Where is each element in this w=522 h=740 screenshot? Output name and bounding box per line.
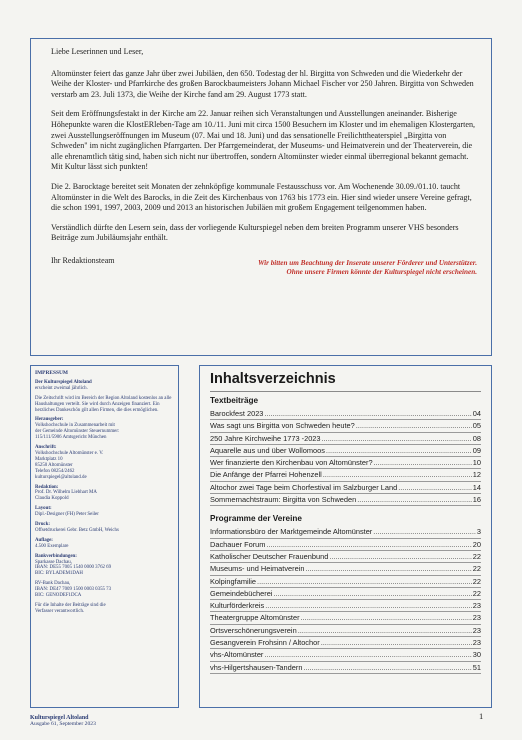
toc-entry (210, 469, 481, 481)
toc-entry (210, 526, 481, 538)
toc-entry-page: 22 (472, 551, 481, 561)
impressum-label: Layout: (35, 506, 52, 512)
toc-entry-title: Informationsbüro der Marktgemeinde Altomünster (210, 527, 373, 537)
toc-entry-title: Theatergruppe Altomünster (210, 613, 300, 623)
impressum-section (35, 538, 174, 550)
toc-entry (210, 551, 481, 563)
impressum-line: kulturspiegel@altoland.de (35, 474, 87, 480)
toc-entry (210, 408, 481, 420)
toc-section-heading: Programme der Vereine (210, 514, 302, 524)
impressum-line: Dipl.-Designer (FH) Peter Seiler (35, 512, 99, 518)
impressum-line: Telefon 08254/2462 (35, 468, 75, 474)
toc-entry-title: Kulturförderkreis (210, 601, 265, 611)
toc-entry (210, 420, 481, 432)
toc-dot-leader (266, 539, 471, 550)
impressum-line: Volkshochschule in Zusammenarbeit mit (35, 423, 115, 429)
toc-entry-title: Dachauer Forum (210, 539, 266, 549)
toc-entry (210, 637, 481, 649)
footer-title: Kulturspiegel Altoland (30, 715, 89, 721)
impressum-label: Herausgeber: (35, 417, 64, 423)
impressum-line: der Gemeinde Altomünster Steuernummer: (35, 429, 120, 435)
letter-paragraph: Die 2. Barocktage bereitet seit Monaten der zehnköpfige kommunale Festausschuss vor. Am Wochenende 30.09./01.10. taucht Altomünster in die Welt des Barocks, in die Zeit des Kirchenbaus von 1763 bis 1773 ein. Hier sind wieder unsere Vereine gefragt, die schon 1991, 1997, 2003, 2009 und 2013 an historischen Jubiläen mit großem Engagement teilgenommen haben. (51, 181, 472, 213)
toc-dot-leader (329, 551, 471, 562)
toc-entry (210, 482, 481, 494)
impressum-line: 85250 Altomünster (35, 462, 73, 468)
toc-entry (210, 625, 481, 637)
toc-entry-page: 20 (472, 539, 481, 549)
impressum-intro (35, 380, 174, 392)
toc-dot-leader (264, 649, 471, 660)
toc-entry-page: 08 (472, 433, 481, 443)
impressum-title: IMPRESSUM (35, 370, 68, 376)
page-number: 1 (479, 711, 484, 721)
toc-entry-page: 04 (472, 409, 481, 418)
toc-entry-title: Sommernachtstraum: Birgitta von Schweden (210, 495, 357, 505)
impressum-line: BIC: BYLADEM1DAH (35, 571, 83, 577)
toc-dot-leader (273, 588, 471, 599)
letter-greeting: Liebe Leserinnen und Leser, (51, 47, 144, 56)
impressum-line: RV-Bank Dachau, (35, 581, 71, 587)
impressum-section (35, 485, 174, 503)
toc-dot-leader (374, 457, 472, 468)
toc-entry-page: 10 (472, 458, 481, 468)
toc-entry-page: 51 (472, 662, 481, 672)
toc-section-heading: Textbeiträge (210, 396, 259, 405)
toc-entry (210, 539, 481, 551)
impressum-line: 115/111/5906 Amtsgericht München (35, 435, 107, 441)
toc-entry (210, 588, 481, 600)
impressum-section (35, 603, 174, 615)
impressum-section (35, 417, 174, 441)
toc-entry-page: 22 (472, 588, 481, 598)
toc-entry (210, 576, 481, 588)
toc-dot-leader (303, 662, 471, 673)
impressum-line: IBAN: DE47 7009 1500 0003 0355 73 (35, 587, 112, 593)
toc-entry-title: Die Anfänge der Pfarrei Hohenzell (210, 470, 322, 480)
toc-dot-leader (323, 469, 472, 480)
impressum-line: BIC: GENODEF1DCA (35, 593, 82, 599)
impressum-section (35, 445, 174, 480)
toc-entry-title: Gesangverein Frohsinn / Altochor (210, 638, 320, 648)
toc-entry-title: Kolpingfamilie (210, 576, 257, 586)
toc-entry-title: Wer finanzierte den Kirchenbau von Altomünster? (210, 458, 373, 468)
impressum-label: Redaktion: (35, 484, 59, 490)
footer (30, 715, 96, 728)
toc-entry-page: 05 (472, 421, 481, 431)
toc-entry-title: vhs-Altomünster (210, 650, 264, 660)
toc-entry-title: Ortsverschönerungsverein (210, 625, 297, 635)
impressum-line: Offsetdruckerei Gebr. Betz GmbH, Weichs (35, 527, 119, 533)
toc-entry (210, 445, 481, 457)
toc-dot-leader (356, 420, 472, 431)
toc-dot-leader (322, 433, 472, 444)
sponsor-note (258, 259, 477, 278)
footer-issue: Ausgabe 61, September 2023 (30, 721, 96, 728)
impressum-sections (35, 417, 174, 614)
toc-entry-page: 30 (472, 650, 481, 660)
sponsor-note-line: Wir bitten um Beachtung der Inserate unserer Förderer und Unterstützer. (258, 258, 477, 267)
toc-dot-leader (398, 482, 472, 493)
toc-dot-leader (373, 526, 476, 537)
toc-dot-leader (298, 625, 472, 636)
sponsor-note-line: Ohne unsere Firmen könnte der Kulturspiegel nicht erscheinen. (286, 268, 477, 277)
table-of-contents (199, 365, 492, 708)
impressum-line: Volkshochschule Altomünster e. V. (35, 450, 104, 456)
impressum-intro-line: erscheint zweimal jährlich. (35, 385, 88, 391)
toc-entry-title: vhs-Hilgertshausen-Tandern (210, 662, 303, 672)
toc-entry-title: Altochor zwei Tage beim Chorfestival im Salzburger Land (210, 482, 398, 492)
toc-entry-title: Barockfest 2023 (210, 409, 264, 418)
toc-entry-page: 23 (472, 613, 481, 623)
impressum-line: Für die Inhalte der Beiträge sind die (35, 603, 106, 608)
impressum-box (30, 365, 179, 708)
toc-dot-leader (326, 445, 472, 456)
impressum-intro-bold: Der Kulturspiegel Altoland (35, 379, 92, 385)
toc-entry (210, 600, 481, 612)
toc-entry (210, 649, 481, 661)
toc-entry-page: 22 (472, 564, 481, 574)
toc-entry-page: 09 (472, 445, 481, 455)
letter-paragraph: Verständlich dürfte den Lesern sein, dass der vorliegende Kulturspiegel neben dem breiten Programm unserer VHS besonders Beiträge zum Jubiläumsjahr enthält. (51, 222, 459, 243)
letter-signature-block (51, 255, 477, 277)
impressum-line: Sparkasse Dachau, (35, 559, 72, 565)
toc-entry-title: Aquarelle aus und über Wollomoos (210, 445, 325, 455)
toc-entry (210, 563, 481, 575)
toc-entry-page: 3 (476, 527, 481, 537)
toc-dot-leader (305, 563, 471, 574)
letter-signature: Ihr Redaktionsteam (51, 255, 115, 265)
toc-dot-leader (257, 576, 472, 587)
impressum-line: Claudia Koppold (35, 496, 69, 502)
toc-entry (210, 457, 481, 469)
impressum-section (35, 554, 174, 578)
toc-entry (210, 662, 481, 674)
toc-entry (210, 433, 481, 445)
impressum-section (35, 506, 174, 518)
toc-dot-leader (264, 408, 471, 419)
toc-entry-page: 23 (472, 638, 481, 648)
impressum-line: Verfasser verantwortlich. (35, 608, 85, 614)
toc-entry-page: 23 (472, 625, 481, 635)
letter-paragraph: Seit dem Eröffnungsfestakt in der Kirche am 22. Januar reihen sich Veranstaltungen und Ausstellungen aneinander. Bisherige Höhepunkte waren die KlostERleben-Tage am 10./11. Juni mit circa 1500 Besuchern im Kloster und im ehemaligen Klostergarten, zwei Ausstellungseröffnungen im Museum (07. Mai und 18. Juni) und das sensationelle Freilichttheaterspiel „Birgitta von Schweden" im nicht zugänglichen Pfarrgarten. Der Pfarrgemeinderat, der Museums- und Heimatverein und der Theaterverein, die alle ehrenamtlich tätig sind, haben sich nicht nur übertroffen, sondern Altomünster wieder einmal überregional bekannt gemacht. Mit Kultur lässt sich punkten! (51, 109, 476, 172)
toc-list-vereine (210, 526, 481, 674)
impressum-text: Die Zeitschrift wird im Bereich der Region Altoland kostenlos an alle Haushaltungen verteilt. Sie wird durch Anzeigen finanziert. Ein herzliches Dankeschön gilt allen Firmen, die dies ermöglichen. (35, 395, 172, 413)
impressum-line: IBAN: DE55 7005 1540 0000 3762 69 (35, 565, 112, 571)
impressum-section (35, 522, 174, 534)
toc-entry-title: Gemeindebücherei (210, 588, 273, 598)
impressum-line: 4.500 Exemplare (35, 543, 69, 549)
impressum-section (35, 581, 174, 599)
impressum-label: Druck: (35, 522, 50, 528)
toc-entry-page: 22 (472, 576, 481, 586)
impressum-label: Bankverbindungen: (35, 553, 77, 559)
toc-entry-page: 16 (472, 495, 481, 505)
editorial-letter (30, 38, 492, 356)
impressum-line: Marktplatz 10 (35, 456, 63, 462)
toc-entry-title: Was sagt uns Birgitta von Schweden heute? (210, 421, 355, 431)
toc-dot-leader (321, 637, 472, 648)
toc-entry-page: 12 (472, 470, 481, 480)
toc-entry-title: 250 Jahre Kirchweihe 1773 -2023 (210, 433, 321, 443)
impressum-line: Prof. Dr. Wilhelm Liebhart MA (35, 490, 97, 496)
letter-paragraph: Altomünster feiert das ganze Jahr über zwei Jubiläen, den 650. Todestag der hl. Birgitta von Schweden und die Wiederkehr der Weihe der Kloster- und Pfarrkirche des großen Barockbaumeisters Johann Michael Fischer vor 250 Jahren. Birgitta von Schweden verstarb am 23. Juli 1373, die Weihe der Kirche fand am 29. August 1773 statt. (51, 68, 474, 99)
toc-dot-leader (301, 612, 472, 623)
toc-entry (210, 494, 481, 506)
impressum-label: Auflage: (35, 537, 53, 543)
toc-title: Inhaltsverzeichnis (210, 371, 481, 392)
toc-entry-page: 14 (472, 482, 481, 492)
toc-dot-leader (265, 600, 472, 611)
toc-dot-leader (357, 494, 472, 505)
toc-list-textbeitraege (210, 408, 481, 506)
toc-entry-title: Museums- und Heimatverein (210, 564, 305, 574)
toc-entry (210, 612, 481, 624)
toc-entry-title: Katholischer Deutscher Frauenbund (210, 551, 329, 561)
toc-entry-page: 23 (472, 601, 481, 611)
impressum-label: Anschrift: (35, 445, 57, 451)
